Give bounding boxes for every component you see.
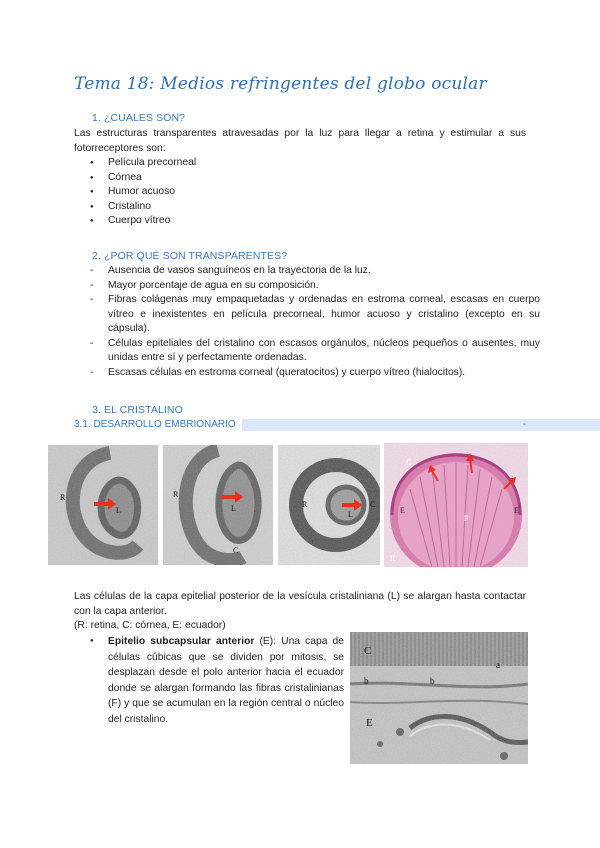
subsection-label: 3.1. DESARROLLO EMBRIONARIO	[74, 419, 236, 430]
subsection-dash: -	[522, 419, 526, 430]
image-label: L	[231, 504, 236, 513]
section-1-heading: 1. ¿CUALES SON?	[92, 112, 186, 124]
image-label: R	[173, 490, 179, 499]
image-label: E	[514, 506, 519, 515]
image-label: E	[400, 506, 405, 515]
page-title: Tema 18: Medios refringentes del globo ocular	[74, 74, 487, 94]
list-item: ● Cristalino	[88, 200, 196, 215]
section-3-paragraph: Las células de la capa epitelial posterior de la vesícula cristaliniana (L) se alargan hasta contactar con la capa anterior.	[74, 591, 526, 617]
image-label: a	[496, 660, 500, 670]
histology-image-4	[384, 443, 528, 567]
section-1-intro: Las estructuras transparentes atravesadas por la luz para llegar a retina y estimular a sus fotorreceptores son:	[74, 128, 526, 154]
image-label: C	[370, 500, 376, 509]
section-3-list	[88, 634, 344, 727]
image-label: R	[302, 500, 308, 509]
list-item: ● Película precorneal	[88, 156, 196, 171]
list-item	[88, 634, 344, 727]
list-item: - Mayor porcentaje de agua en su composición.	[88, 279, 540, 294]
image-label: C	[233, 546, 239, 555]
section-1-list	[88, 156, 196, 229]
list-item: ● Humor acuoso	[88, 185, 196, 200]
histology-image-2	[163, 445, 273, 565]
image-label: F	[464, 514, 469, 523]
section-2-heading: 2. ¿POR QUÉ SON TRANSPARENTES?	[92, 250, 288, 262]
image-label: C	[364, 645, 372, 657]
list-item: ● Córnea	[88, 171, 196, 186]
histology-image-1	[48, 445, 158, 565]
bullet-description: (E): Una capa de células cúbicas que se dividen por mitosis, se desplazan desde el polo anterior hacia el ecuador donde se alargan formando las fibras cristalinianas (F) y que se acumulan en la región central o núcleo del cristalino.	[108, 636, 345, 725]
image-label: b	[364, 676, 369, 686]
subsection-heading	[74, 418, 526, 432]
list-item: ● Cuerpo vítreo	[88, 214, 196, 229]
image-label: L	[116, 506, 121, 515]
section-3-legend: (R: retina, C: córnea, E: ecuador)	[74, 620, 226, 631]
image-label: L	[348, 510, 353, 519]
list-item: - Fibras colágenas muy empaquetadas y ordenadas en estroma corneal, escasas en cuerpo vítreo e inexistentes en película precorneal, humor acuoso y cristalino (excepto en su cápsula).	[88, 293, 540, 337]
list-item: - Células epiteliales del cristalino con escasos orgánulos, núcleos pequeños o ausentes, muy unidas entre sí y perfectamente ordenadas.	[88, 337, 540, 366]
list-item: - Ausencia de vasos sanguíneos en la trayectoria de la luz.	[88, 264, 540, 279]
image-label: R	[390, 554, 396, 563]
image-label: C	[406, 458, 412, 467]
bullet-bold-term: Epitelio subcapsular anterior	[108, 636, 255, 647]
subsection-highlight	[242, 419, 600, 431]
histology-image-3	[278, 445, 380, 565]
image-label: R	[60, 493, 66, 502]
section-2-list	[88, 264, 540, 380]
electron-micrograph	[350, 632, 528, 764]
image-label: b	[430, 676, 435, 686]
image-label: E	[366, 717, 373, 729]
section-3-heading: 3. EL CRISTALINO	[92, 404, 183, 416]
list-item: - Escasas células en estroma corneal (queratocitos) y cuerpo vítreo (hialocitos).	[88, 366, 540, 381]
